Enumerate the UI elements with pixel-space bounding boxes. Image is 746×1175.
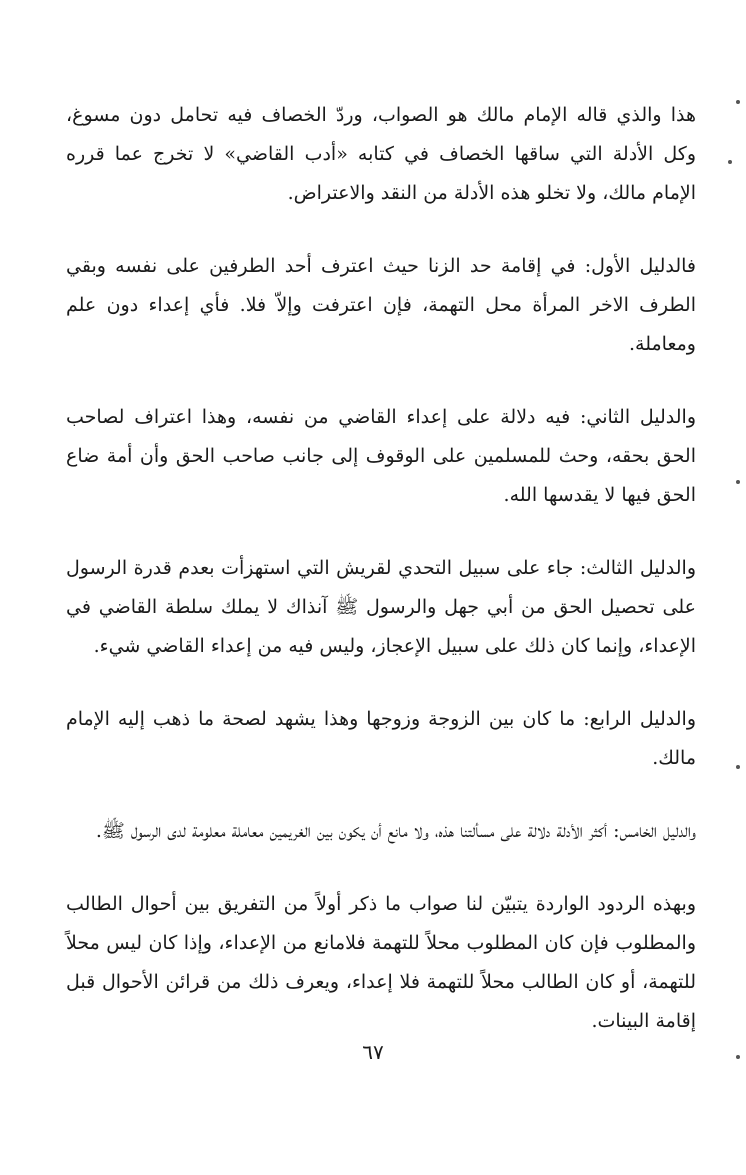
paragraph-evidence-4: والدليل الرابع: ما كان بين الزوجة وزوجها وهذا يشهد لصحة ما ذهب إليه الإمام مالك. — [66, 708, 696, 769]
paragraph-intro: هذا والذي قاله الإمام مالك هو الصواب، وردّ الخصاف فيه تحامل دون مسوغ، وكل الأدلة التي ساقها الخصاف في كتابه «أدب القاضي» لا تخرج عما قرره الإمام مالك، ولا تخلو هذه الأدلة من النقد والاعتراض. — [66, 104, 696, 204]
scan-speck — [728, 160, 732, 164]
scan-speck — [736, 765, 740, 769]
paragraph-conclusion: وبهذه الردود الواردة يتبيّن لنا صواب ما ذكر أولاً من التفريق بين أحوال الطالب والمطلوب فإن كان المطلوب محلاً للتهمة فلامانع من الإعداء، وإذا كان ليس محلاً للتهمة، أو كان الطالب محلاً للتهمة فلا إعداء، ويعرف ذلك من قرائن الأحوال قبل إقامة البينات. — [66, 893, 696, 1032]
page-number: ٦٧ — [362, 1040, 384, 1064]
scan-speck — [736, 100, 740, 104]
scan-speck — [736, 1055, 740, 1059]
page-body — [66, 96, 696, 1096]
paragraph-evidence-5: والدليل الخامس: أكثر الأدلة دلالة على مسألتنا هذه، ولا مانع أن يكون بين الغريمين معاملة معلومة لدى الرسول ﷺ. — [95, 820, 696, 842]
paragraph-evidence-1: فالدليل الأول: في إقامة حد الزنا حيث اعترف أحد الطرفين على نفسه وبقي الطرف الاخر المرأة محل التهمة، فإن اعترفت وإلاّ فلا. فأي إعداء دون علم ومعاملة. — [66, 255, 696, 355]
paragraph-evidence-3: والدليل الثالث: جاء على سبيل التحدي لقريش التي استهزأت بعدم قدرة الرسول على تحصيل الحق من أبي جهل والرسول ﷺ آنذاك لا يملك سلطة القاضي في الإعداء، وإنما كان ذلك على سبيل الإعجاز، وليس فيه من إعداء القاضي شيء. — [66, 557, 696, 657]
paragraph-evidence-2: والدليل الثاني: فيه دلالة على إعداء القاضي من نفسه، وهذا اعتراف لصاحب الحق بحقه، وحث للمسلمين على الوقوف إلى جانب صاحب الحق وأن أمة ضاع الحق فيها لا يقدسها الله. — [66, 406, 696, 506]
scan-speck — [736, 480, 740, 484]
